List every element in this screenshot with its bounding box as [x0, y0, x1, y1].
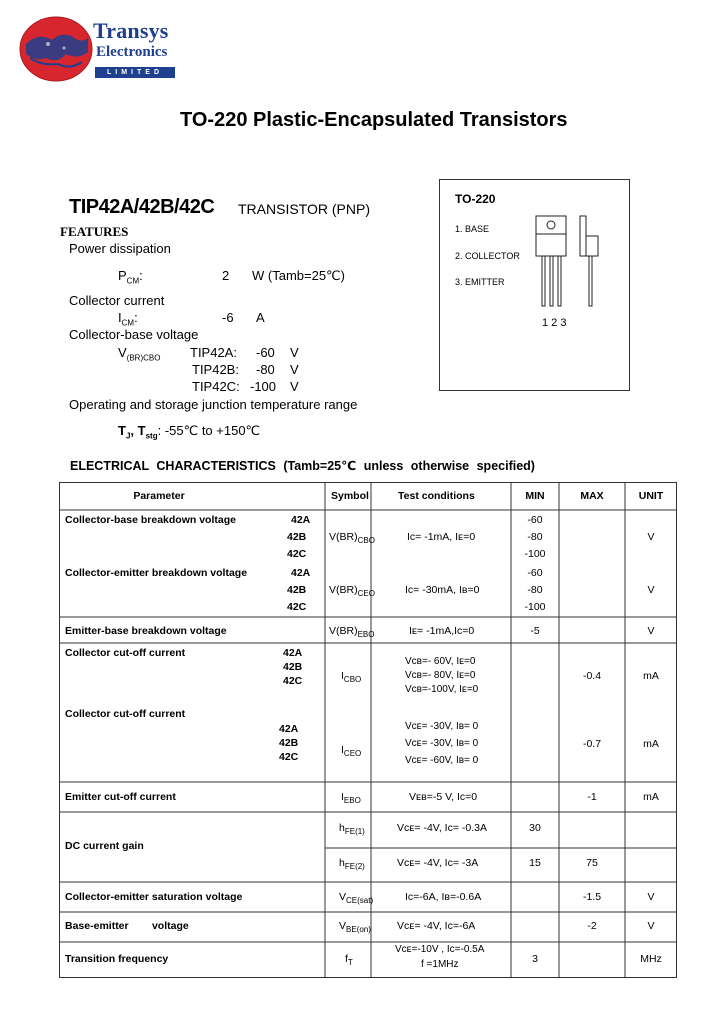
package-name: TO-220 — [455, 192, 496, 206]
col-header-parameter: Parameter — [133, 490, 185, 502]
icm-value: -6 — [222, 310, 234, 325]
col-header-max: MAX — [580, 490, 604, 502]
vcbo-value: -100 — [250, 379, 277, 394]
param-vcbo: Collector-base breakdown voltage — [65, 514, 236, 526]
min-value: -80 — [527, 584, 543, 596]
vcbo-device: TIP42C: — [192, 379, 240, 394]
cond-hfe1: Vᴄᴇ= -4V, Iᴄ= -0.3A — [397, 822, 487, 834]
device-label: 42B — [283, 661, 303, 673]
symbol-vbe: $V_{BE(on)}$ — [339, 920, 371, 935]
symbol-hfe1: $h_{FE(1)}$ — [339, 822, 365, 837]
col-header-min: MIN — [525, 490, 545, 502]
icm-symbol: $I_{CM}$: — [118, 310, 138, 328]
unit-value: V — [647, 920, 655, 932]
cond-icbo: Vᴄʙ=- 80V, Iᴇ=0 — [405, 670, 476, 681]
device-label: 42C — [287, 601, 307, 613]
device-label: 42A — [291, 514, 311, 526]
symbol-vebo: $V(BR)_{EBO}$ — [329, 625, 375, 640]
cond-vcbo: Iᴄ= -1mA, Iᴇ=0 — [407, 531, 476, 543]
temp-range: $T_J$, $T_{stg}$: -55℃ to +150℃ — [118, 423, 261, 441]
device-label: 42C — [279, 751, 299, 763]
part-number: TIP42A/42B/42C — [69, 196, 215, 218]
param-vebo: Emitter-base breakdown voltage — [65, 625, 227, 637]
symbol-vcbo: $V(BR)_{CBO}$ — [329, 531, 375, 546]
vcbo-unit: V — [290, 345, 299, 360]
max-value: -1.5 — [582, 891, 602, 903]
unit-value: V — [647, 584, 655, 596]
vcbo-device: TIP42A: — [190, 345, 237, 360]
globe-logo-icon — [18, 14, 98, 84]
cond-hfe2: Vᴄᴇ= -4V, Iᴄ= -3A — [397, 857, 479, 869]
device-label: 42C — [287, 548, 307, 560]
vcbo-value: -60 — [256, 345, 275, 360]
param-iebo: Emitter cut-off current — [65, 791, 176, 803]
min-value: 3 — [532, 953, 538, 965]
device-label: 42A — [283, 647, 303, 659]
pin-label: 1. BASE — [455, 224, 490, 234]
pin-numbers: 1 2 3 — [542, 317, 567, 329]
cond-vbe: Vᴄᴇ= -4V, Iᴄ=-6A — [397, 920, 476, 932]
param-vcesat: Collector-emitter saturation voltage — [65, 891, 243, 903]
unit-value: MHz — [640, 953, 662, 965]
vcbo-device: TIP42B: — [192, 362, 239, 377]
min-value: -80 — [527, 531, 543, 543]
symbol-vceo: $V(BR)_{CEO}$ — [329, 584, 375, 599]
vcbo-unit: V — [290, 362, 299, 377]
cond-vcesat: Iᴄ=-6A, Iʙ=-0.6A — [405, 891, 482, 903]
cond-vceo: Ic= -30mA, Iʙ=0 — [405, 584, 480, 596]
max-value: -2 — [587, 920, 597, 932]
vcbo-symbol: $V_{(BR)CBO}$ — [118, 345, 161, 363]
pcm-unit: W (Tamb=25℃) — [252, 268, 345, 283]
pin-label: 3. EMITTER — [455, 277, 505, 287]
min-value: -100 — [524, 548, 546, 560]
param-vceo: Collector-emitter breakdown voltage — [65, 567, 248, 579]
symbol-iceo: $I_{CEO}$ — [341, 744, 362, 759]
symbol-icbo: $I_{CBO}$ — [341, 670, 362, 685]
param-iceo: Collector cut-off current — [65, 708, 186, 720]
unit-value: V — [647, 891, 655, 903]
unit-value: mA — [643, 791, 659, 803]
characteristics-table — [59, 482, 677, 978]
symbol-iebo: $I_{EBO}$ — [341, 791, 361, 806]
symbol-hfe2: $h_{FE(2)}$ — [339, 857, 365, 872]
unit-value: mA — [643, 670, 659, 682]
device-label: 42A — [291, 567, 311, 579]
cond-iceo: Vᴄᴇ= -30V, Iʙ= 0 — [405, 721, 479, 732]
device-label: 42B — [279, 737, 299, 749]
features-heading: FEATURES — [60, 224, 129, 239]
logo-name: Transys — [93, 18, 169, 43]
cond-iceo: Vᴄᴇ= -30V, Iʙ= 0 — [405, 738, 479, 749]
col-header-test: Test conditions — [398, 490, 475, 502]
vcbo-unit: V — [290, 379, 299, 394]
logo-subname: Electronics — [96, 44, 168, 60]
min-value: -100 — [524, 601, 546, 613]
cond-ft-freq: f =1MHz — [421, 959, 459, 970]
device-label: 42B — [287, 584, 307, 596]
temp-label: Operating and storage junction temperature range — [69, 397, 358, 412]
max-value: 75 — [586, 857, 598, 869]
pcm-value: 2 — [222, 268, 230, 283]
power-label: Power dissipation — [69, 241, 171, 256]
cond-iebo: Vᴇʙ=-5 V, Iᴄ=0 — [409, 791, 478, 803]
device-label: 42A — [279, 723, 299, 735]
max-value: -0.7 — [582, 738, 602, 750]
vcbo-value: -80 — [256, 362, 275, 377]
ec-title: ELECTRICAL CHARACTERISTICS (Tamb=25℃ unless otherwise specified) — [70, 459, 535, 473]
voltage-label: Collector-base voltage — [69, 327, 199, 342]
col-header-symbol: Symbol — [331, 490, 369, 502]
device-label: 42B — [287, 531, 307, 543]
device-label: 42C — [283, 675, 303, 687]
symbol-ft: $f_T$ — [345, 953, 353, 968]
param-vbe: Base-emitter voltage — [65, 920, 189, 932]
param-icbo: Collector cut-off current — [65, 647, 186, 659]
min-value: -60 — [527, 567, 543, 579]
cond-vebo: Iᴇ= -1mA,Iᴄ=0 — [409, 625, 475, 637]
symbol-vcesat: $V_{CE(sat)}$ — [339, 891, 374, 906]
cond-icbo: Vᴄʙ=- 60V, Iᴇ=0 — [405, 656, 476, 667]
param-ft: Transition frequency — [65, 953, 169, 965]
cond-icbo: Vᴄʙ=-100V, Iᴇ=0 — [405, 684, 479, 695]
min-value: 30 — [529, 822, 541, 834]
icm-unit: A — [256, 310, 265, 325]
col-header-unit: UNIT — [638, 490, 664, 502]
min-value: -60 — [527, 514, 543, 526]
part-type: TRANSISTOR (PNP) — [238, 201, 370, 217]
param-hfe: DC current gain — [65, 840, 144, 852]
cond-ft: Vᴄᴇ=-10V , Iᴄ=-0.5A — [395, 944, 485, 955]
current-label: Collector current — [69, 293, 165, 308]
min-value: 15 — [529, 857, 541, 869]
unit-value: mA — [643, 738, 659, 750]
cond-iceo: Vᴄᴇ= -60V, Iʙ= 0 — [405, 755, 479, 766]
max-value: -0.4 — [582, 670, 602, 682]
pin-label: 2. COLLECTOR — [455, 251, 520, 261]
page-title: TO-220 Plastic-Encapsulated Transistors — [180, 109, 568, 131]
max-value: -1 — [587, 791, 597, 803]
to220-package-icon — [532, 212, 602, 317]
min-value: -5 — [530, 625, 540, 637]
unit-value: V — [647, 625, 655, 637]
unit-value: V — [647, 531, 655, 543]
pcm-symbol: $P_{CM}$: — [118, 268, 143, 286]
logo-limited: LIMITED — [95, 67, 175, 78]
